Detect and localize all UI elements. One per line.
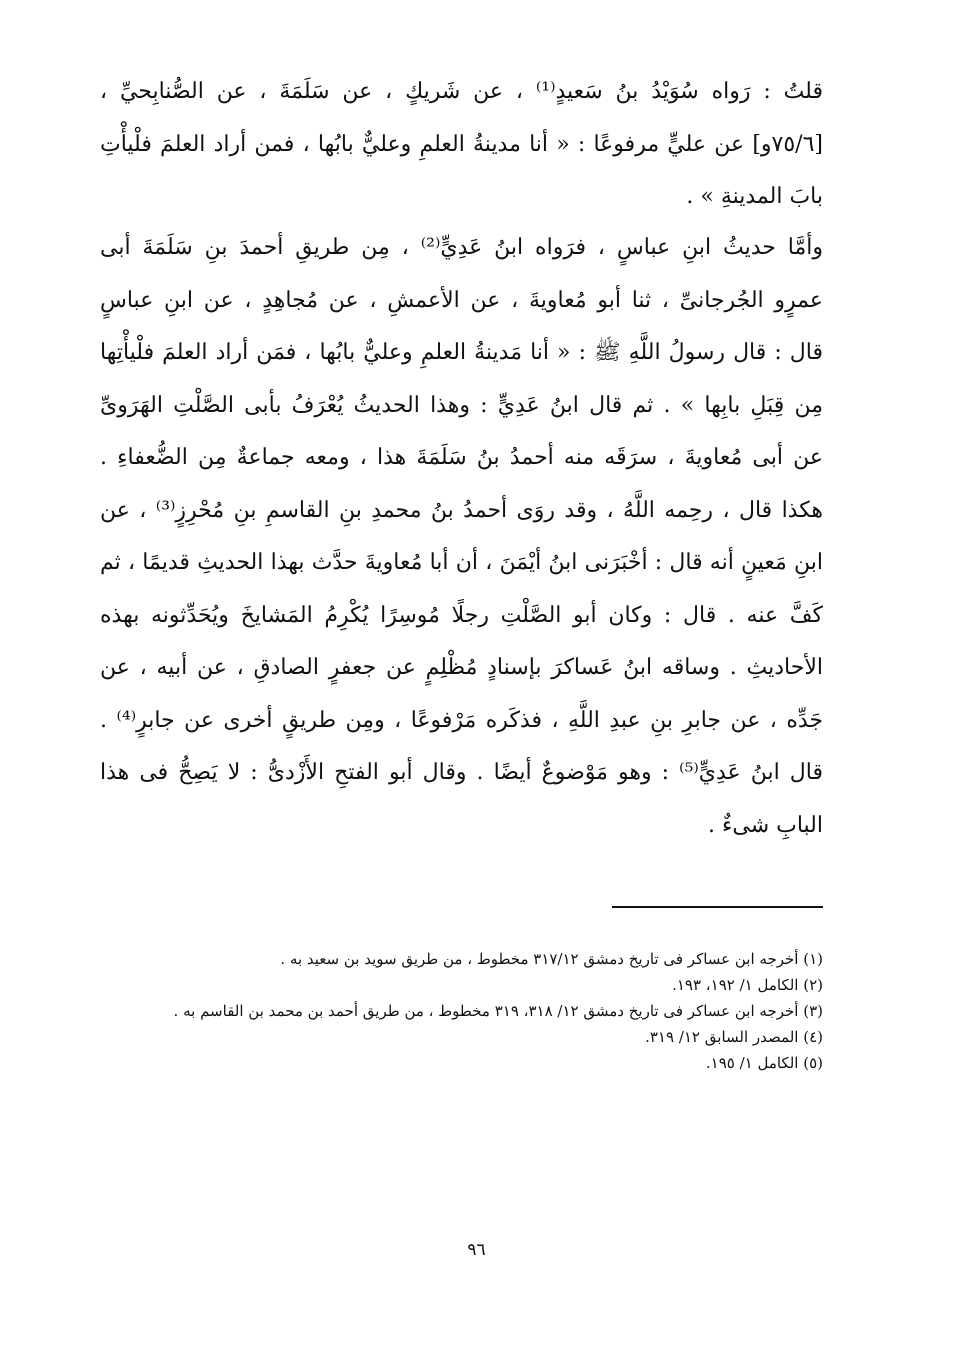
- text-line: كَفَّ عنه . قال : وكان أبو الصَّلْتِ رجلًا مُوسِرًا يُكْرِمُ المَشايخَ ويُحَدِّثونه بهذه: [100, 602, 823, 628]
- text-line: قال : قال رسولُ اللَّهِ ﷺ : « أنا مَدينةُ العلمِ وعليٌّ بابُها ، فمَن أراد العلمَ فلْيأْتِها: [100, 340, 823, 365]
- text-line: قال ابنُ عَدِيٍّ⁽⁵⁾ : وهو مَوْضوعٌ أيضًا . وقال أبو الفتحِ الأَزْدىُّ : لا يَصِحُّ فى هذا: [100, 760, 823, 785]
- text-line: بابَ المدينةِ » .: [686, 184, 823, 209]
- text-line: الأحاديثِ . وساقه ابنُ عَساكرَ بإسنادٍ مُظْلِمٍ عن جعفرٍ الصادقِ ، عن أبيه ، عن: [100, 655, 823, 680]
- text-line: عمرٍو الجُرجانىِّ ، ثنا أبو مُعاويةَ ، عن الأعمشِ ، عن مُجاهِدٍ ، عن ابنِ عباسٍ: [100, 287, 823, 313]
- page-number: ٩٦: [467, 1240, 486, 1260]
- text-line: جَدِّه ، عن جابرِ بنِ عبدِ اللَّهِ ، فذكَره مَرْفوعًا ، ومِن طريقٍ أخرى عن جابرٍ⁽⁴⁾ .: [100, 707, 823, 733]
- footnote-2: (٢) الكامل ١/ ١٩٢، ١٩٣.: [672, 976, 823, 994]
- text-line: قلتُ : رَواه سُوَيْدُ بنُ سَعيدٍ⁽¹⁾ ، عن شَريكٍ ، عن سَلَمَةَ ، عن الصُّنابِحيِّ ،: [100, 79, 823, 104]
- footnotes: [110, 946, 823, 1076]
- footnote-5: (٥) الكامل ١/ ١٩٥.: [705, 1054, 823, 1072]
- paragraph-2: [100, 222, 823, 852]
- footnote-3: (٣) أخرجه ابن عساكر فى تاريخ دمشق ١٢/ ٣١٨، ٣١٩ مخطوط ، من طريق أحمد بن محمد بن القاسم به .: [173, 1002, 823, 1020]
- text-line: [٧٥/٦و] عن عليٍّ مرفوعًا : « أنا مدينةُ العلمِ وعليٌّ بابُها ، فمن أراد العلمَ فلْيأْتِ: [100, 131, 823, 157]
- text-line: ابنِ مَعينٍ أنه قال : أخْبَرَنى ابنُ أيْمَنَ ، أن أبا مُعاويةَ حدَّث بهذا الحديثِ قديمًا ، ثم: [100, 550, 823, 575]
- footnote-divider: [612, 906, 823, 908]
- text-line: وأمَّا حديثُ ابنِ عباسٍ ، فرَواه ابنُ عَدِيٍّ⁽²⁾ ، مِن طريقِ أحمدَ بنِ سَلَمَةَ أبى: [100, 235, 823, 260]
- text-line: هكذا قال ، رحِمه اللَّهُ ، وقد روَى أحمدُ بنُ محمدِ بنِ القاسمِ بنِ مُحْرِزٍ⁽³⁾ ، عن: [100, 497, 823, 523]
- text-line: البابِ شىءٌ .: [708, 812, 823, 838]
- footnote-4: (٤) المصدر السابق ١٢/ ٣١٩.: [645, 1028, 823, 1046]
- text-line: مِن قِبَلِ بابِها » . ثم قال ابنُ عَدِيٍّ : وهذا الحديثُ يُعْرَفُ بأبى الصَّلْتِ الهَرَوىِّ: [100, 392, 823, 418]
- footnote-1: (١) أخرجه ابن عساكر فى تاريخ دمشق ٣١٧/١٢ مخطوط ، من طريق سويد بن سعيد به .: [280, 950, 823, 968]
- paragraph-1: [100, 66, 823, 224]
- text-line: عن أبى مُعاويةَ ، سرَقَه منه أحمدُ بنُ سَلَمَةَ هذا ، ومعه جماعةٌ مِن الضُّعفاءِ .: [100, 445, 823, 470]
